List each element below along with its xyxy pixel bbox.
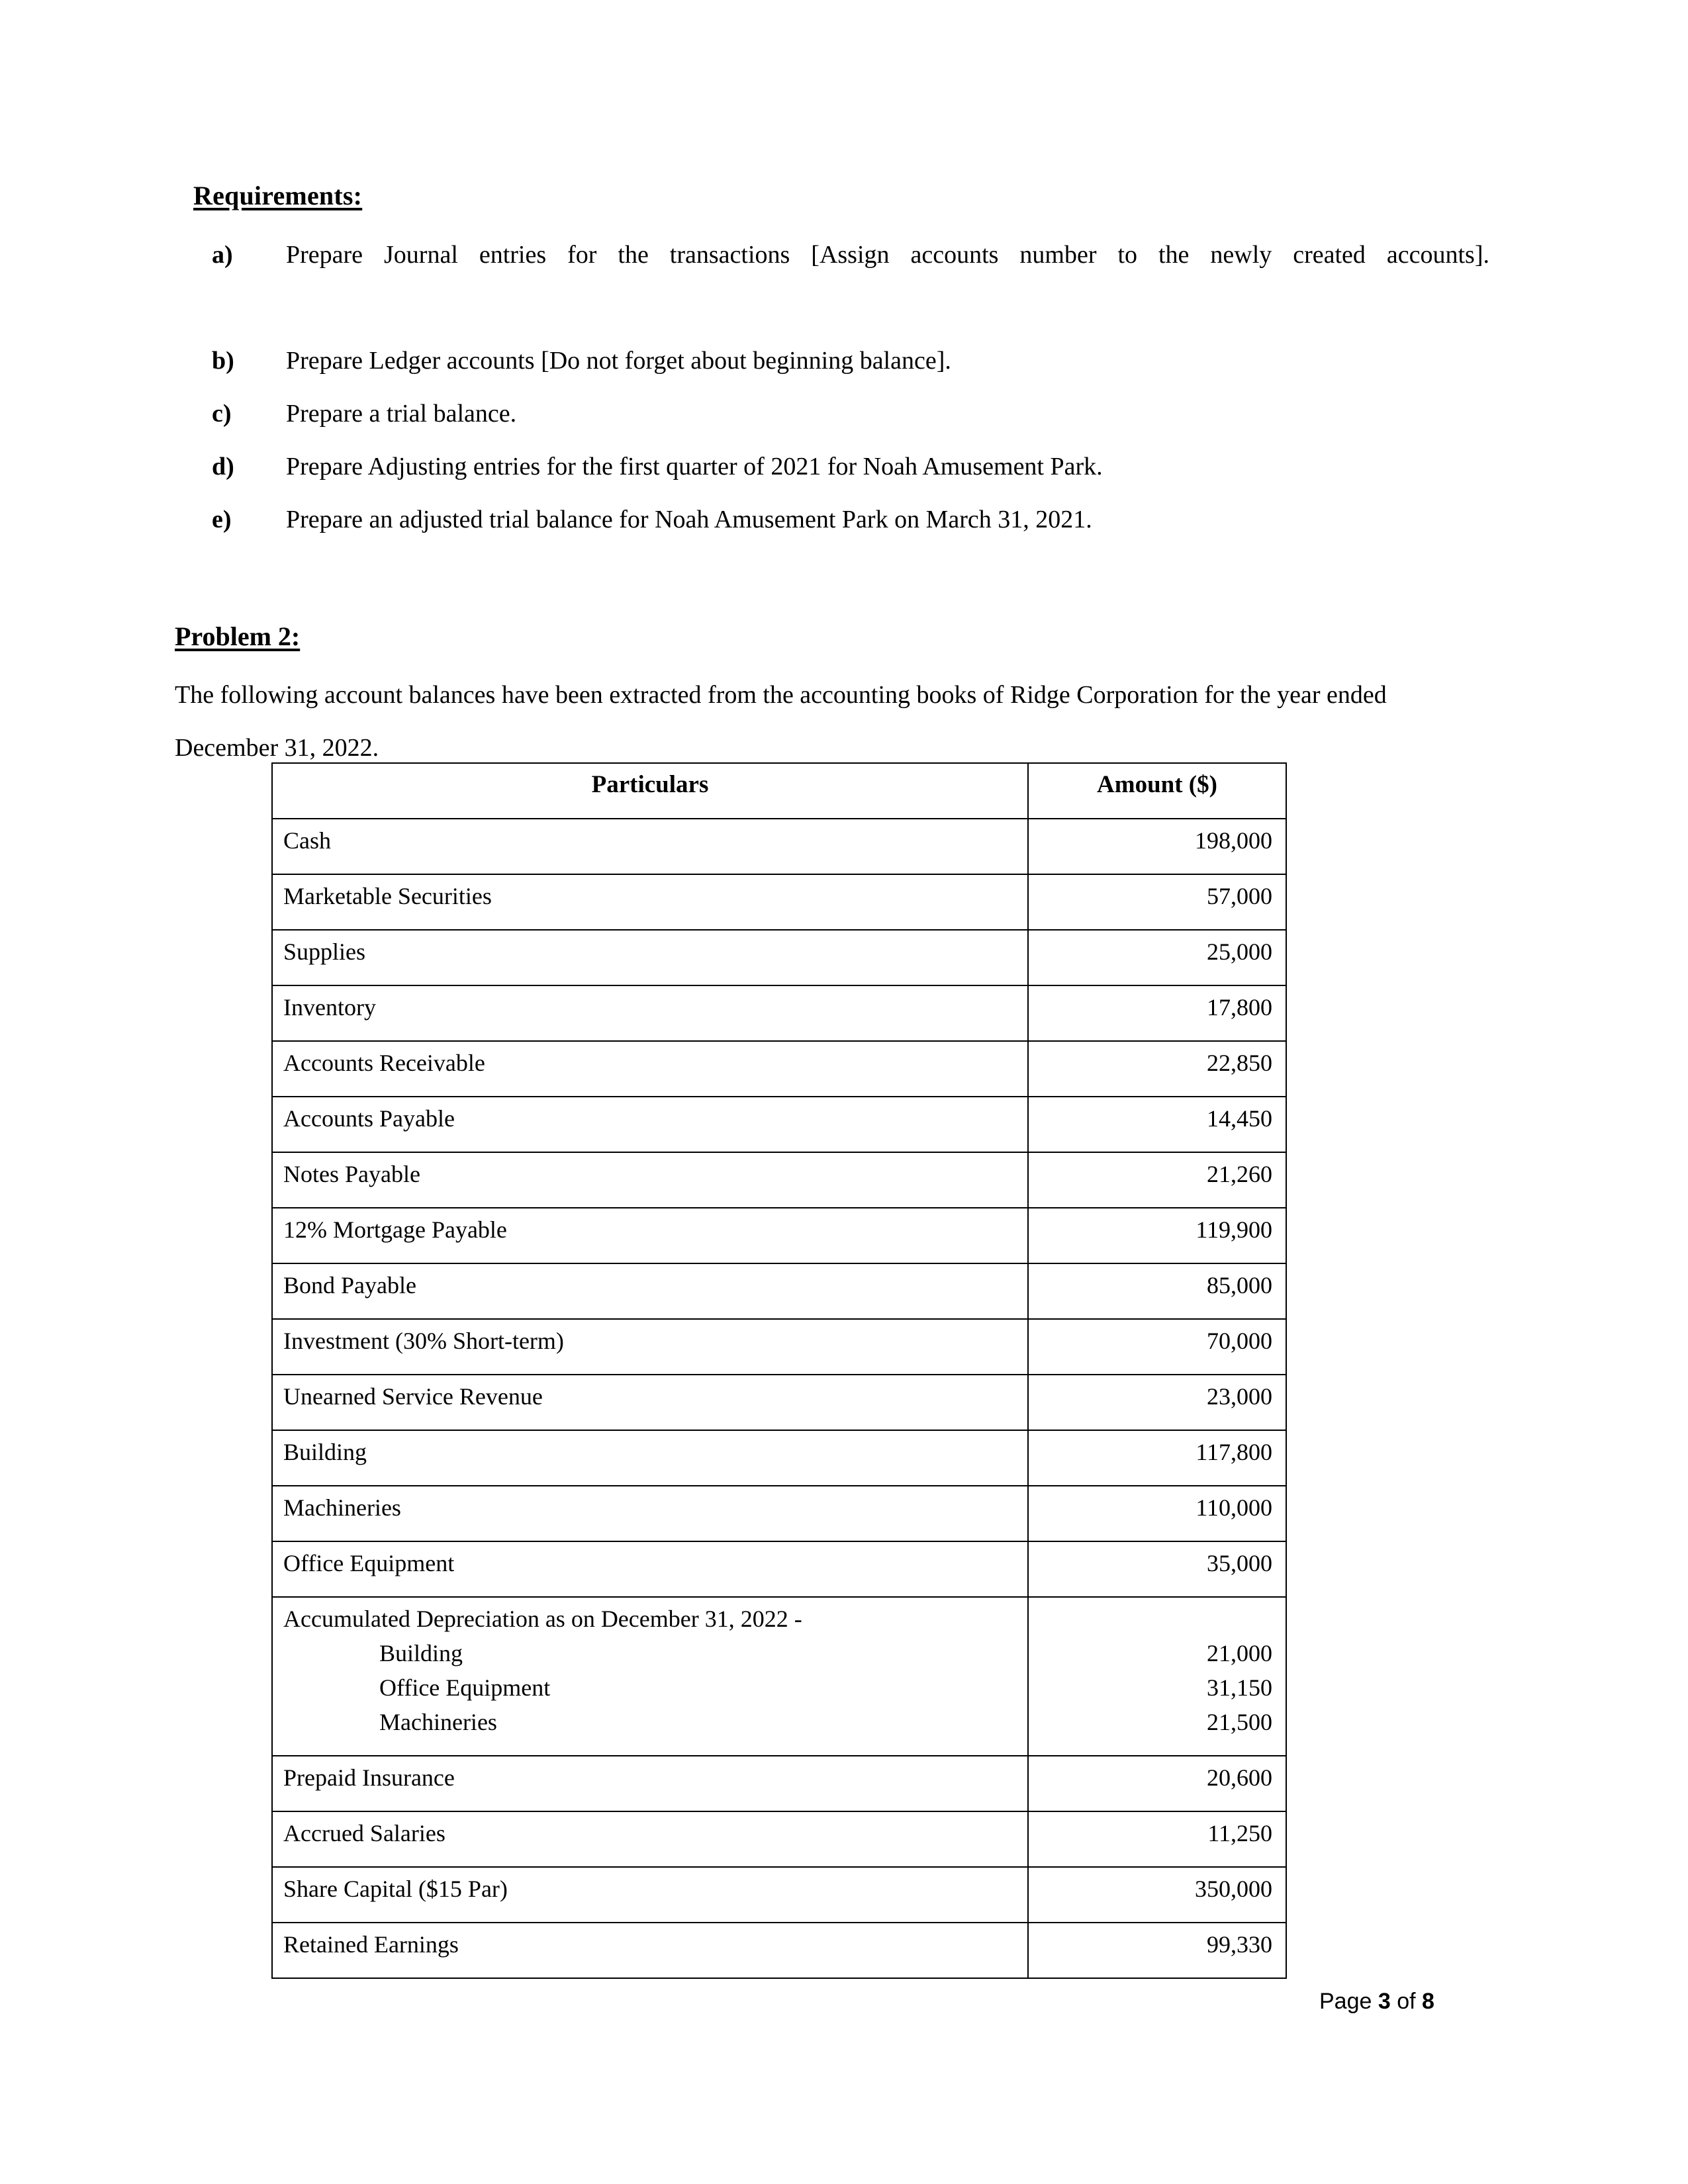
requirement-item-a bbox=[212, 228, 1489, 334]
cell-particular: Notes Payable bbox=[272, 1152, 1028, 1208]
table-row bbox=[272, 1541, 1286, 1597]
column-header-particulars: Particulars bbox=[272, 763, 1028, 819]
cell-amount: 110,000 bbox=[1028, 1486, 1286, 1541]
requirement-item-d bbox=[212, 440, 1489, 493]
requirement-marker-b: b) bbox=[212, 347, 234, 375]
cell-amount: 35,000 bbox=[1028, 1541, 1286, 1597]
cell-particular: Unearned Service Revenue bbox=[272, 1375, 1028, 1430]
cell-particular: Retained Earnings bbox=[272, 1923, 1028, 1978]
requirement-item-e bbox=[212, 493, 1489, 546]
page-footer-total: 8 bbox=[1422, 1989, 1434, 2014]
table-row bbox=[272, 1756, 1286, 1811]
cell-amount: 70,000 bbox=[1028, 1319, 1286, 1375]
cell-particular: Office Equipment bbox=[272, 1541, 1028, 1597]
table-body bbox=[272, 819, 1286, 1978]
cell-amount: 25,000 bbox=[1028, 930, 1286, 985]
table-row bbox=[272, 1041, 1286, 1097]
table-row bbox=[272, 1152, 1286, 1208]
requirement-marker-d: d) bbox=[212, 453, 234, 480]
cell-amount: 198,000 bbox=[1028, 819, 1286, 874]
requirement-text-e: Prepare an adjusted trial balance for Noah Amusement Park on March 31, 2021. bbox=[286, 506, 1092, 533]
cell-particular: Inventory bbox=[272, 985, 1028, 1041]
cell-particular: Bond Payable bbox=[272, 1263, 1028, 1319]
cell-amount: 23,000 bbox=[1028, 1375, 1286, 1430]
table-row-accumulated-depreciation bbox=[272, 1597, 1286, 1756]
table-row bbox=[272, 819, 1286, 874]
cell-amount: 117,800 bbox=[1028, 1430, 1286, 1486]
cell-amount: 57,000 bbox=[1028, 874, 1286, 930]
table-row bbox=[272, 1430, 1286, 1486]
accumulated-depreciation-sub-item: Machineries bbox=[379, 1709, 497, 1735]
table-row bbox=[272, 1486, 1286, 1541]
page-footer bbox=[1319, 1989, 1434, 2015]
cell-amount: 22,850 bbox=[1028, 1041, 1286, 1097]
table-row bbox=[272, 1867, 1286, 1923]
accumulated-depreciation-sub-amount: 21,500 bbox=[1207, 1709, 1272, 1735]
page-footer-prefix: Page bbox=[1319, 1989, 1378, 2014]
cell-amount: 99,330 bbox=[1028, 1923, 1286, 1978]
requirement-item-b bbox=[212, 334, 1489, 387]
cell-particular: Accounts Receivable bbox=[272, 1041, 1028, 1097]
requirement-marker-c: c) bbox=[212, 400, 232, 428]
accumulated-depreciation-sub-amount: 21,000 bbox=[1207, 1640, 1272, 1666]
page-footer-current: 3 bbox=[1378, 1989, 1391, 2014]
page-footer-middle: of bbox=[1390, 1989, 1423, 2014]
table-header-row bbox=[272, 763, 1286, 819]
accumulated-depreciation-sub-amount: 31,150 bbox=[1207, 1674, 1272, 1701]
cell-amount: 14,450 bbox=[1028, 1097, 1286, 1152]
table-row bbox=[272, 1263, 1286, 1319]
requirement-marker-e: e) bbox=[212, 506, 232, 533]
column-header-amount: Amount ($) bbox=[1028, 763, 1286, 819]
cell-particular-accumulated-depreciation bbox=[272, 1597, 1028, 1756]
requirement-marker-a: a) bbox=[212, 241, 233, 269]
cell-particular: Supplies bbox=[272, 930, 1028, 985]
cell-particular: Marketable Securities bbox=[272, 874, 1028, 930]
cell-particular: 12% Mortgage Payable bbox=[272, 1208, 1028, 1263]
cell-particular: Prepaid Insurance bbox=[272, 1756, 1028, 1811]
table-row bbox=[272, 985, 1286, 1041]
accumulated-depreciation-label: Accumulated Depreciation as on December 31, 2022 - bbox=[283, 1606, 802, 1632]
accumulated-depreciation-sub-item: Office Equipment bbox=[379, 1674, 551, 1701]
table-row bbox=[272, 1375, 1286, 1430]
requirement-text-c: Prepare a trial balance. bbox=[286, 400, 517, 428]
cell-amount: 11,250 bbox=[1028, 1811, 1286, 1867]
cell-particular: Cash bbox=[272, 819, 1028, 874]
amount-blank-line bbox=[1039, 1602, 1272, 1636]
requirement-text-a: Prepare Journal entries for the transactions [Assign accounts number to the newly created accounts]. bbox=[286, 241, 1489, 269]
requirement-text-b: Prepare Ledger accounts [Do not forget about beginning balance]. bbox=[286, 347, 951, 375]
cell-particular: Investment (30% Short-term) bbox=[272, 1319, 1028, 1375]
table-row bbox=[272, 1811, 1286, 1867]
cell-particular: Accrued Salaries bbox=[272, 1811, 1028, 1867]
cell-particular: Building bbox=[272, 1430, 1028, 1486]
requirements-list bbox=[212, 228, 1489, 546]
cell-amount: 20,600 bbox=[1028, 1756, 1286, 1811]
table-row bbox=[272, 1208, 1286, 1263]
accumulated-depreciation-sub-item: Building bbox=[379, 1640, 463, 1666]
cell-particular: Share Capital ($15 Par) bbox=[272, 1867, 1028, 1923]
cell-amount: 21,260 bbox=[1028, 1152, 1286, 1208]
cell-amount: 85,000 bbox=[1028, 1263, 1286, 1319]
cell-particular: Machineries bbox=[272, 1486, 1028, 1541]
problem-2-paragraph: The following account balances have been extracted from the accounting books of Ridge Corporation for the year ended December 31, 2022. bbox=[175, 681, 1387, 762]
table-row bbox=[272, 1923, 1286, 1978]
table-row bbox=[272, 874, 1286, 930]
problem-2-heading: Problem 2: bbox=[175, 621, 301, 651]
table-row bbox=[272, 1319, 1286, 1375]
cell-amount: 17,800 bbox=[1028, 985, 1286, 1041]
cell-amount-accumulated-depreciation bbox=[1028, 1597, 1286, 1756]
requirement-text-d: Prepare Adjusting entries for the first quarter of 2021 for Noah Amusement Park. bbox=[286, 453, 1103, 480]
cell-particular: Accounts Payable bbox=[272, 1097, 1028, 1152]
table-row bbox=[272, 930, 1286, 985]
account-balances-table bbox=[271, 762, 1287, 1979]
requirements-heading: Requirements: bbox=[193, 181, 363, 210]
cell-amount: 350,000 bbox=[1028, 1867, 1286, 1923]
table-row bbox=[272, 1097, 1286, 1152]
cell-amount: 119,900 bbox=[1028, 1208, 1286, 1263]
requirement-item-c bbox=[212, 387, 1489, 440]
